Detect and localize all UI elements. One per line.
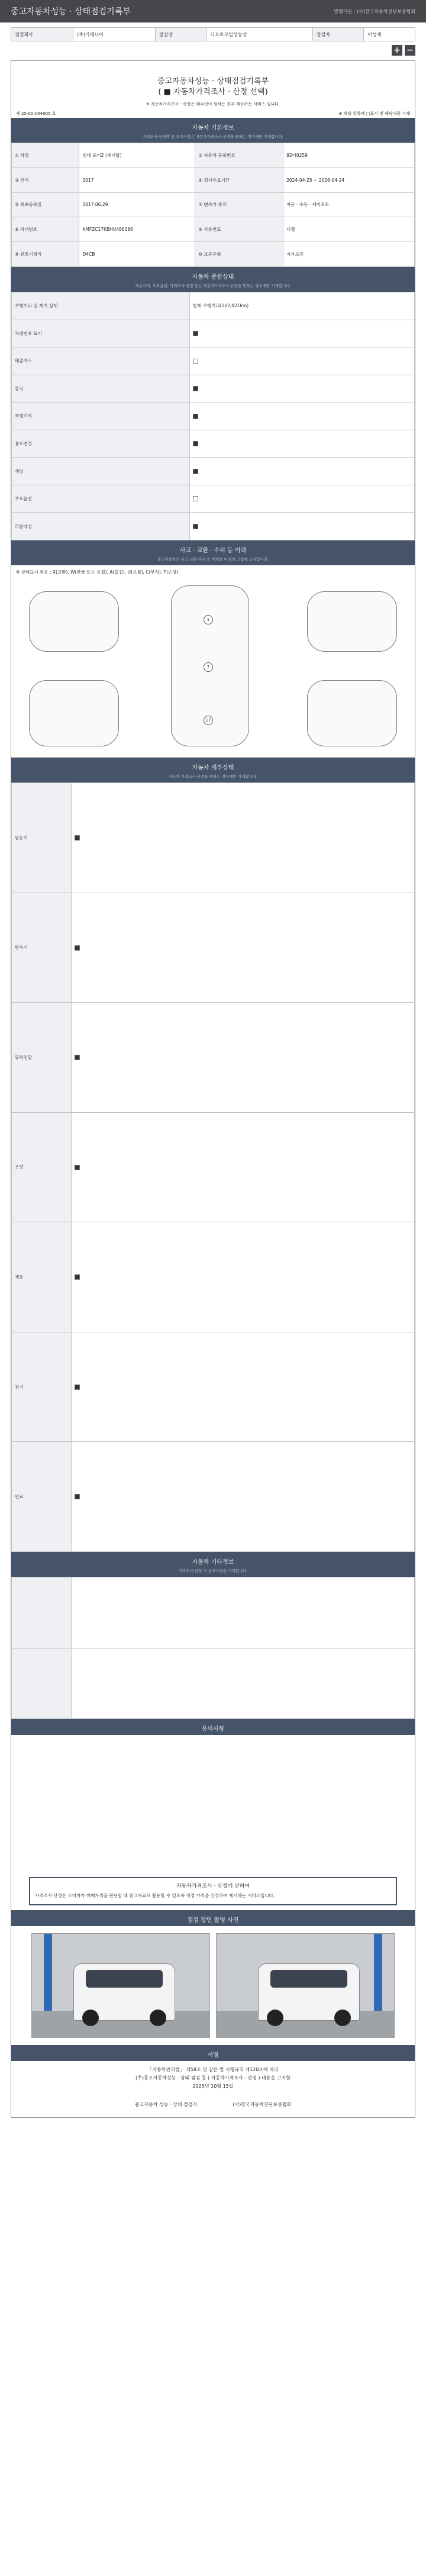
detail-group: 조향	[12, 1112, 72, 1222]
detail-group: 제동	[12, 1222, 72, 1332]
document-meta	[11, 110, 415, 118]
etc-label	[12, 1648, 72, 1719]
mileage-value: 현재 주행거리(102,021km)	[189, 292, 414, 320]
section-note: 사용이력, 주요옵션, 가격조사·산정 등은 자동차가격조사·산정을 원하는 경우에만 기재합니다.	[11, 283, 415, 292]
summary-label: 주행거리 및 계기 상태	[12, 292, 190, 320]
detail-value	[72, 1332, 415, 1442]
field-label: ⑨ 원동기형식	[12, 242, 79, 267]
panel-marker: 7	[204, 662, 213, 672]
legend-text: ※ 상태표시 부호 : X(교환), W(판금 또는 용접), A(흠집), U(요철), C(부식), T(손상)	[16, 569, 179, 575]
field-value: 현대 포터2 (세미탑)	[79, 143, 195, 168]
summary-label: 특별이력	[12, 402, 190, 430]
checkbox-icon	[75, 945, 80, 951]
header-cell: 점검장	[155, 28, 206, 41]
document-subtitle: ※ 자동차가격조사 · 산정은 매수인이 원하는 경우 제공하는 서비스 입니다.	[146, 102, 280, 107]
field-label: ⑥ 차대번호	[12, 217, 79, 242]
field-value: KMFZC17KBHU486086	[79, 217, 195, 242]
summary-table	[11, 292, 415, 540]
detail-group: 연료	[12, 1442, 72, 1552]
checkbox-icon	[193, 331, 198, 336]
section-note: 자동차 가격조사·산정을 원하는 경우에만 기재합니다.	[11, 774, 415, 783]
windshield	[86, 1970, 163, 1988]
checkbox-icon	[193, 386, 198, 391]
title-line-1: 중고자동차성능 · 상태점검기록부	[157, 77, 269, 86]
issuer-org: 발행기관 : (사)한국자동차진단보증협회	[334, 8, 415, 14]
field-label: ② 자동차 등록번호	[195, 143, 283, 168]
checkbox-icon	[193, 524, 198, 529]
field-value: 2017.06.29	[79, 192, 195, 217]
field-label: ① 차명	[12, 143, 79, 168]
sign-date: 2025년 10월 15일	[192, 2084, 234, 2089]
detail-value	[72, 893, 415, 1003]
car-rear-view	[29, 680, 119, 746]
top-bar	[0, 0, 426, 22]
wheel	[150, 2010, 166, 2026]
detail-table	[11, 783, 415, 1552]
field-value: 자가보증	[283, 242, 415, 267]
notice-box-text: 가격조사·산정은 소비자가 매매가격을 판단할 때 참고자료로 활용할 수 있도록 적정 가격을 산정하여 제시하는 서비스입니다.	[35, 1893, 275, 1898]
checkbox-icon	[75, 1274, 80, 1280]
document-number: 제 25-00-004005 호	[16, 111, 56, 116]
section-sign: 서명	[11, 2045, 415, 2061]
section-etc: 자동차 기타정보	[11, 1552, 415, 1568]
detail-value	[72, 1003, 415, 1113]
summary-label: 리콜대상	[12, 513, 190, 540]
header-cell: 이성재	[364, 28, 415, 41]
checkbox-icon	[193, 441, 198, 446]
field-value: 2017	[79, 168, 195, 192]
zoom-controls	[0, 45, 415, 56]
section-basic-info: 자동차 기본정보	[11, 118, 415, 134]
summary-label: 차대번호 표기	[12, 320, 190, 347]
field-label: ⑦ 변속기 종류	[195, 192, 283, 217]
field-label: ③ 연식	[12, 168, 79, 192]
inspection-photo-rear	[216, 1933, 395, 2038]
summary-value	[189, 347, 414, 375]
field-value: 2024-04-25 ~ 2026-04-24	[283, 168, 415, 192]
car-damage-diagram	[11, 579, 415, 758]
section-note: 중고자동차의 사고·교환·수리 등 이력은 아래의 그림에 표시합니다.	[11, 556, 415, 565]
summary-value	[189, 320, 414, 347]
detail-group: 동력전달	[12, 1003, 72, 1113]
checkbox-icon	[75, 1384, 80, 1390]
notice-box-title: 자동차가격조사 · 산정에 관하여	[176, 1883, 250, 1889]
car-right-view	[307, 591, 397, 652]
section-detail: 자동차 세부상태	[11, 758, 415, 774]
header-cell: 디오토모빌성능장	[206, 28, 312, 41]
plus-icon[interactable]: +	[392, 45, 402, 56]
wheel	[267, 2010, 283, 2026]
detail-group: 전기	[12, 1332, 72, 1442]
app-title: 중고자동차성능 · 상태점검기록부	[11, 7, 131, 17]
section-summary: 자동차 종합상태	[11, 267, 415, 283]
header-cell: 점검자	[312, 28, 364, 41]
detail-value	[72, 1112, 415, 1222]
inspection-document	[11, 60, 415, 2118]
checkbox-icon	[193, 496, 198, 501]
issuer-label: (사)한국자동차진단보증협회	[233, 2102, 292, 2107]
panel-marker: 1	[204, 615, 213, 624]
car-left-view	[29, 591, 119, 652]
checkbox-icon	[75, 1055, 80, 1060]
header-table	[11, 27, 415, 41]
vehicle	[258, 1963, 360, 2021]
header-cell: (주)카매니아	[73, 28, 156, 41]
checkbox-icon	[75, 1165, 80, 1170]
etc-label	[12, 1577, 72, 1648]
field-label: ④ 검사유효기간	[195, 168, 283, 192]
field-value: 92어0259	[283, 143, 415, 168]
wheel	[82, 2010, 99, 2026]
summary-label: 배출가스	[12, 347, 190, 375]
sign-line-1: 「자동차관리법」 제58조 및 같은 법 시행규칙 제120조에 따라	[147, 2067, 279, 2072]
photo-area	[11, 1926, 415, 2045]
pricing-notice-box	[29, 1877, 397, 1905]
section-note: 가격조사·산정 시 참고사항을 기재합니다.	[11, 1568, 415, 1577]
car-front-view	[307, 680, 397, 746]
sign-text	[11, 2061, 415, 2095]
etc-table	[11, 1577, 415, 1719]
field-label: ⑤ 최초등록일	[12, 192, 79, 217]
detail-value	[72, 783, 415, 893]
summary-label: 용도변경	[12, 430, 190, 458]
document-title	[11, 61, 415, 98]
summary-value	[189, 402, 414, 430]
sign-line-2: (주)중고자동차성능 · 상태 점검 등 ( 자동차가격조사 · 산정 ) 내용을 고지함	[135, 2075, 291, 2081]
summary-value	[189, 375, 414, 402]
checkbox-icon	[193, 359, 198, 364]
summary-value	[189, 485, 414, 513]
checkbox-icon	[75, 1494, 80, 1499]
detail-group: 원동기	[12, 783, 72, 893]
section-note: 가격조사·산정액 및 특기사항은 자동차가격조사·산정을 원하는 경우에만 기재합니다.	[11, 134, 415, 143]
minus-icon[interactable]: −	[405, 45, 415, 56]
detail-value	[72, 1222, 415, 1332]
title-line-2: ( ■ 자동차가격조사 · 산정 선택)	[158, 88, 268, 96]
section-photos: 점검 장면 촬영 사진	[11, 1910, 415, 1926]
wheel	[334, 2010, 351, 2026]
section-accident: 사고 · 교환 · 수리 등 이력	[11, 540, 415, 556]
rear-window	[270, 1970, 347, 1988]
checkbox-icon	[193, 414, 198, 419]
inspection-photo-front	[31, 1933, 210, 2038]
signature-row	[11, 2095, 415, 2117]
marking-note: ※ 해당 항목에 □표시 및 해당내용 기재	[338, 111, 410, 116]
etc-value	[72, 1648, 415, 1719]
summary-label: 색상	[12, 458, 190, 485]
detail-value	[72, 1442, 415, 1552]
detail-group: 변속기	[12, 893, 72, 1003]
summary-value	[189, 430, 414, 458]
checkbox-icon	[193, 469, 198, 474]
field-value: 디젤	[283, 217, 415, 242]
field-value: 자동 · 수동 · 세미오토	[283, 192, 415, 217]
summary-label: 주요옵션	[12, 485, 190, 513]
summary-label: 튜닝	[12, 375, 190, 402]
etc-value	[72, 1577, 415, 1648]
inspector-label: 중고자동차 성능 · 상태 점검자	[134, 2102, 198, 2107]
checkbox-icon	[75, 835, 80, 841]
section-notice: 유의사항	[11, 1719, 415, 1735]
basic-info-table	[11, 143, 415, 267]
field-label: ⑧ 사용연료	[195, 217, 283, 242]
vehicle	[73, 1963, 175, 2021]
header-cell: 점검회사	[11, 28, 73, 41]
panel-marker: 17	[204, 716, 213, 725]
field-value: D4CB	[79, 242, 195, 267]
field-label: ⑩ 보증유형	[195, 242, 283, 267]
summary-value	[189, 513, 414, 540]
summary-value	[189, 458, 414, 485]
notice-text	[11, 1735, 415, 1872]
